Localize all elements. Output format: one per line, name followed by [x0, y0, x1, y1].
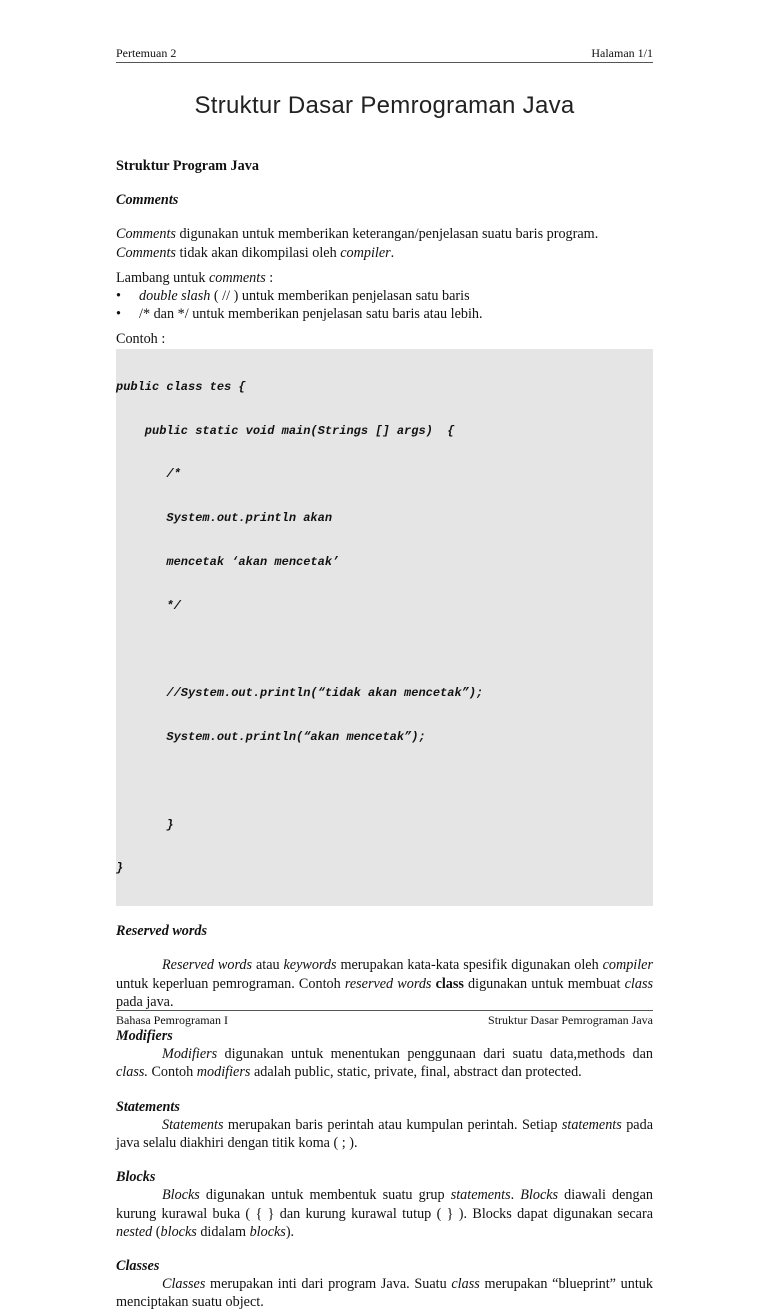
- blocks-paragraph: Blocks digunakan untuk membentuk suatu grup statements. Blocks diawali dengan kurung kurawal buka ( { } dan kurung kurawal tutup ( } ). Blocks dapat digunakan secara nested (blocks didalam blocks).: [116, 1187, 653, 1240]
- comments-symbols-list: [116, 287, 653, 323]
- code-line: System.out.println(“akan mencetak”);: [116, 730, 426, 745]
- heading-reserved-words: Reserved words: [116, 923, 208, 940]
- code-line: [116, 643, 653, 658]
- code-line: /*: [116, 467, 181, 482]
- code-line: public class tes {: [116, 379, 246, 394]
- section-heading-main: Struktur Program Java: [116, 158, 259, 174]
- document-page: [116, 0, 653, 1311]
- page-footer: [116, 1010, 653, 1029]
- footer-right: Struktur Dasar Pemrograman Java: [488, 1013, 653, 1027]
- document-title: Struktur Dasar Pemrograman Java: [194, 92, 575, 119]
- header-right: Halaman 1/1: [591, 46, 653, 60]
- example-label: Contoh :: [116, 331, 166, 348]
- list-item: • double slash ( // ) untuk memberikan penjelasan satu baris: [116, 288, 470, 305]
- comments-paragraph: Comments digunakan untuk memberikan keterangan/penjelasan suatu baris program. Comments tidak akan dikompilasi oleh compiler.: [116, 226, 599, 261]
- code-line: mencetak ‘akan mencetak’: [116, 554, 340, 569]
- code-line: //System.out.println(“tidak akan mencetak”);: [116, 686, 484, 701]
- document-body: [116, 157, 653, 1312]
- footer-left: Bahasa Pemrograman I: [116, 1013, 228, 1027]
- comments-symbols-intro: Lambang untuk comments :: [116, 269, 274, 286]
- header-left: Pertemuan 2: [116, 46, 177, 60]
- bullet-icon: •: [116, 288, 121, 305]
- code-line: public static void main(Strings [] args) {: [116, 423, 455, 438]
- list-item: • /* dan */ untuk memberikan penjelasan satu baris atau lebih.: [116, 306, 483, 323]
- code-line: */: [116, 598, 181, 613]
- classes-paragraph: Classes merupakan inti dari program Java. Suatu class merupakan “blueprint” untuk menciptakan suatu object.: [116, 1276, 653, 1311]
- code-line: [116, 774, 653, 789]
- heading-comments: Comments: [116, 192, 179, 209]
- heading-statements: Statements: [116, 1098, 180, 1115]
- code-example: [116, 349, 653, 907]
- bullet-icon: •: [116, 306, 121, 323]
- reserved-words-paragraph: Reserved words atau keywords merupakan kata-kata spesifik digunakan oleh compiler untuk keperluan pemrograman. Contoh reserved words class digunakan untuk membuat class pada java.: [116, 957, 653, 1010]
- heading-blocks: Blocks: [116, 1169, 156, 1186]
- code-line: }: [116, 861, 124, 876]
- code-line: }: [116, 817, 174, 832]
- modifiers-paragraph: Modifiers digunakan untuk menentukan penggunaan dari suatu data,methods dan class. Contoh modifiers adalah public, static, private, final, abstract dan protected.: [116, 1046, 653, 1081]
- heading-modifiers: Modifiers: [116, 1028, 173, 1044]
- statements-paragraph: Statements merupakan baris perintah atau kumpulan perintah. Setiap statements pada java selalu diakhiri dengan titik koma ( ; ).: [116, 1116, 653, 1152]
- page-header: [116, 46, 653, 63]
- heading-classes: Classes: [116, 1258, 160, 1275]
- code-line: System.out.println akan: [116, 511, 333, 526]
